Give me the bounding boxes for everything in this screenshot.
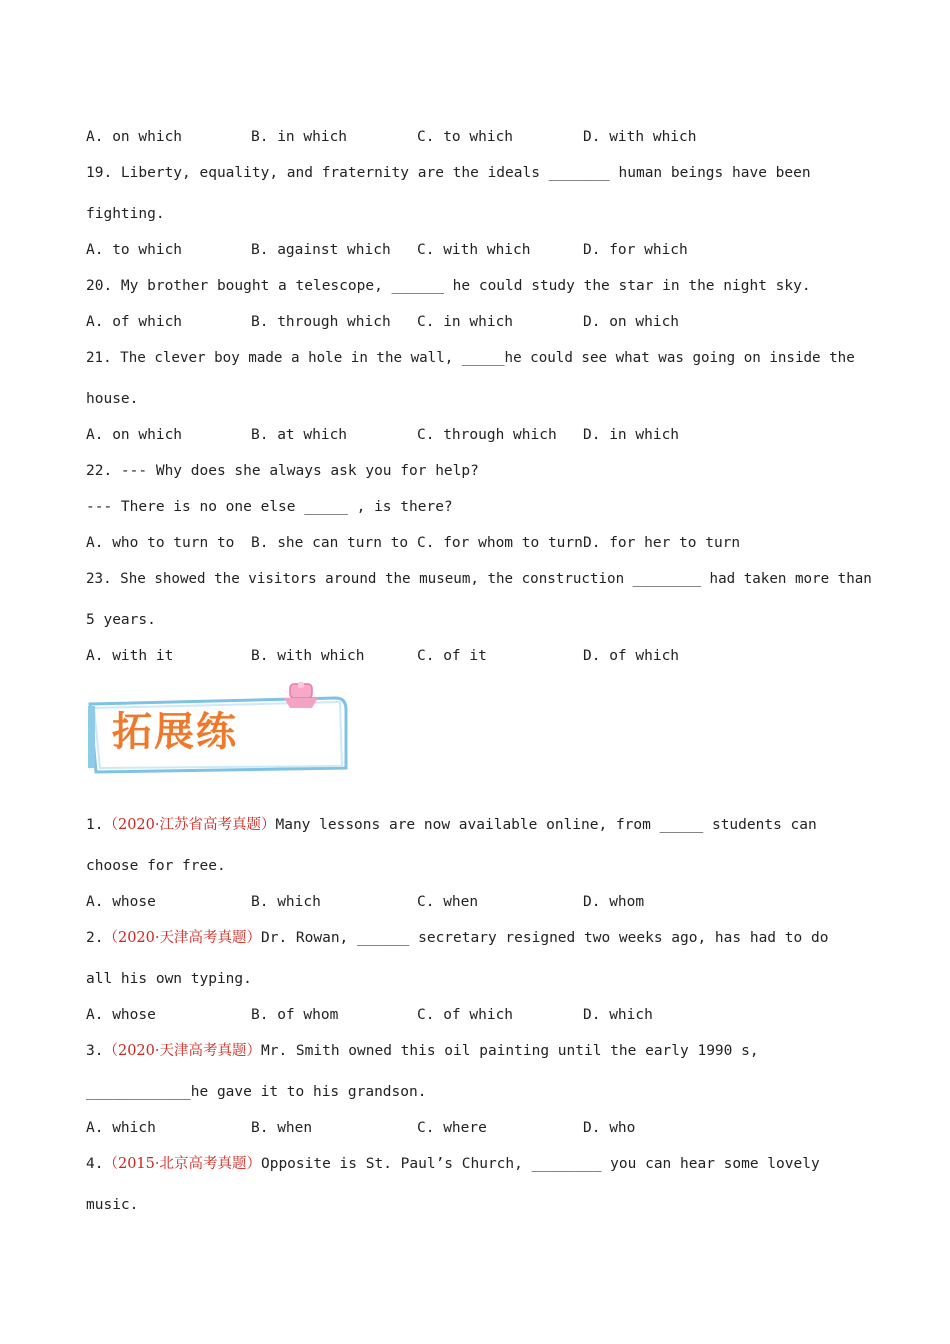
p2-q3-text: Mr. Smith owned this oil painting until the early 1990 s, — [260, 1043, 759, 1059]
p2-q2-text: Dr. Rowan, ______ secretary resigned two weeks ago, has had to do — [260, 930, 829, 946]
q19-option-b: B. against which — [251, 242, 391, 258]
p2-q4-number: 4. — [86, 1156, 104, 1172]
p2-q2 — [86, 928, 828, 948]
p2-q2-option-a: A. whose — [86, 1007, 156, 1023]
p2-q3-option-b: B. when — [251, 1120, 313, 1136]
p2-q3-text-cont: ____________he gave it to his grandson. — [86, 1084, 427, 1100]
q21-option-d: D. in which — [583, 427, 680, 443]
q19-option-a: A. to which — [86, 242, 183, 258]
p2-q1-text: Many lessons are now available online, from _____ students can — [275, 817, 817, 833]
q21-text-cont: house. — [86, 391, 139, 407]
q18-option-c: C. to which — [417, 129, 514, 145]
q20-option-c: C. in which — [417, 314, 514, 330]
p2-q1-number: 1. — [86, 817, 104, 833]
p2-q2-number: 2. — [86, 930, 104, 946]
section-banner — [84, 682, 350, 780]
p2-q1-option-d: D. whom — [583, 894, 645, 910]
p2-q1-option-a: A. whose — [86, 894, 156, 910]
p2-q3-source: （2020·天津高考真题） — [103, 1043, 261, 1059]
p2-q1-source: （2020·江苏省高考真题） — [103, 817, 276, 833]
q18-option-b: B. in which — [251, 129, 348, 145]
p2-q4-source: （2015·北京高考真题） — [103, 1156, 261, 1172]
q22-option-a: A. who to turn to — [86, 535, 235, 551]
p2-q3 — [86, 1041, 759, 1061]
q21-option-a: A. on which — [86, 427, 183, 443]
p2-q2-option-b: B. of whom — [251, 1007, 339, 1023]
q21-text: 21. The clever boy made a hole in the wall, _____he could see what was going on inside the — [86, 350, 855, 366]
q21-option-c: C. through which — [417, 427, 557, 443]
p2-q2-option-c: C. of which — [417, 1007, 514, 1023]
q23-text: 23. She showed the visitors around the museum, the construction ________ had taken more than — [86, 571, 872, 587]
q23-option-a: A. with it — [86, 648, 174, 664]
q20-text: 20. My brother bought a telescope, ______ he could study the star in the night sky. — [86, 278, 811, 294]
q18-option-d: D. with which — [583, 129, 697, 145]
p2-q4-text-cont: music. — [86, 1197, 139, 1213]
q20-option-a: A. of which — [86, 314, 183, 330]
p2-q1-text-cont: choose for free. — [86, 858, 226, 874]
p2-q4-text: Opposite is St. Paul’s Church, ________ you can hear some lovely — [260, 1156, 820, 1172]
q23-option-d: D. of which — [583, 648, 680, 664]
q20-option-d: D. on which — [583, 314, 680, 330]
q18-option-a: A. on which — [86, 129, 183, 145]
q22-option-d: D. for her to turn — [583, 535, 741, 551]
q22-option-c: C. for whom to turn — [417, 535, 583, 551]
q22-option-b: B. she can turn to — [251, 535, 409, 551]
q22-text-cont: --- There is no one else _____ , is there? — [86, 499, 453, 515]
p2-q2-option-d: D. which — [583, 1007, 653, 1023]
q20-option-b: B. through which — [251, 314, 391, 330]
p2-q3-number: 3. — [86, 1043, 104, 1059]
q22-text: 22. --- Why does she always ask you for help? — [86, 463, 479, 479]
q19-text-cont: fighting. — [86, 206, 165, 222]
q19-option-d: D. for which — [583, 242, 688, 258]
q23-text-cont: 5 years. — [86, 612, 156, 628]
p2-q2-source: （2020·天津高考真题） — [103, 930, 261, 946]
q21-option-b: B. at which — [251, 427, 348, 443]
p2-q1-option-c: C. when — [417, 894, 479, 910]
p2-q1 — [86, 815, 817, 835]
p2-q3-option-d: D. who — [583, 1120, 636, 1136]
q19-text: 19. Liberty, equality, and fraternity are the ideals _______ human beings have been — [86, 165, 811, 181]
p2-q4 — [86, 1154, 820, 1174]
p2-q2-text-cont: all his own typing. — [86, 971, 252, 987]
p2-q1-option-b: B. which — [251, 894, 321, 910]
q19-option-c: C. with which — [417, 242, 531, 258]
q23-option-c: C. of it — [417, 648, 487, 664]
p2-q3-option-c: C. where — [417, 1120, 487, 1136]
p2-q3-option-a: A. which — [86, 1120, 156, 1136]
banner-title: 拓展练 — [112, 709, 238, 755]
q23-option-b: B. with which — [251, 648, 365, 664]
